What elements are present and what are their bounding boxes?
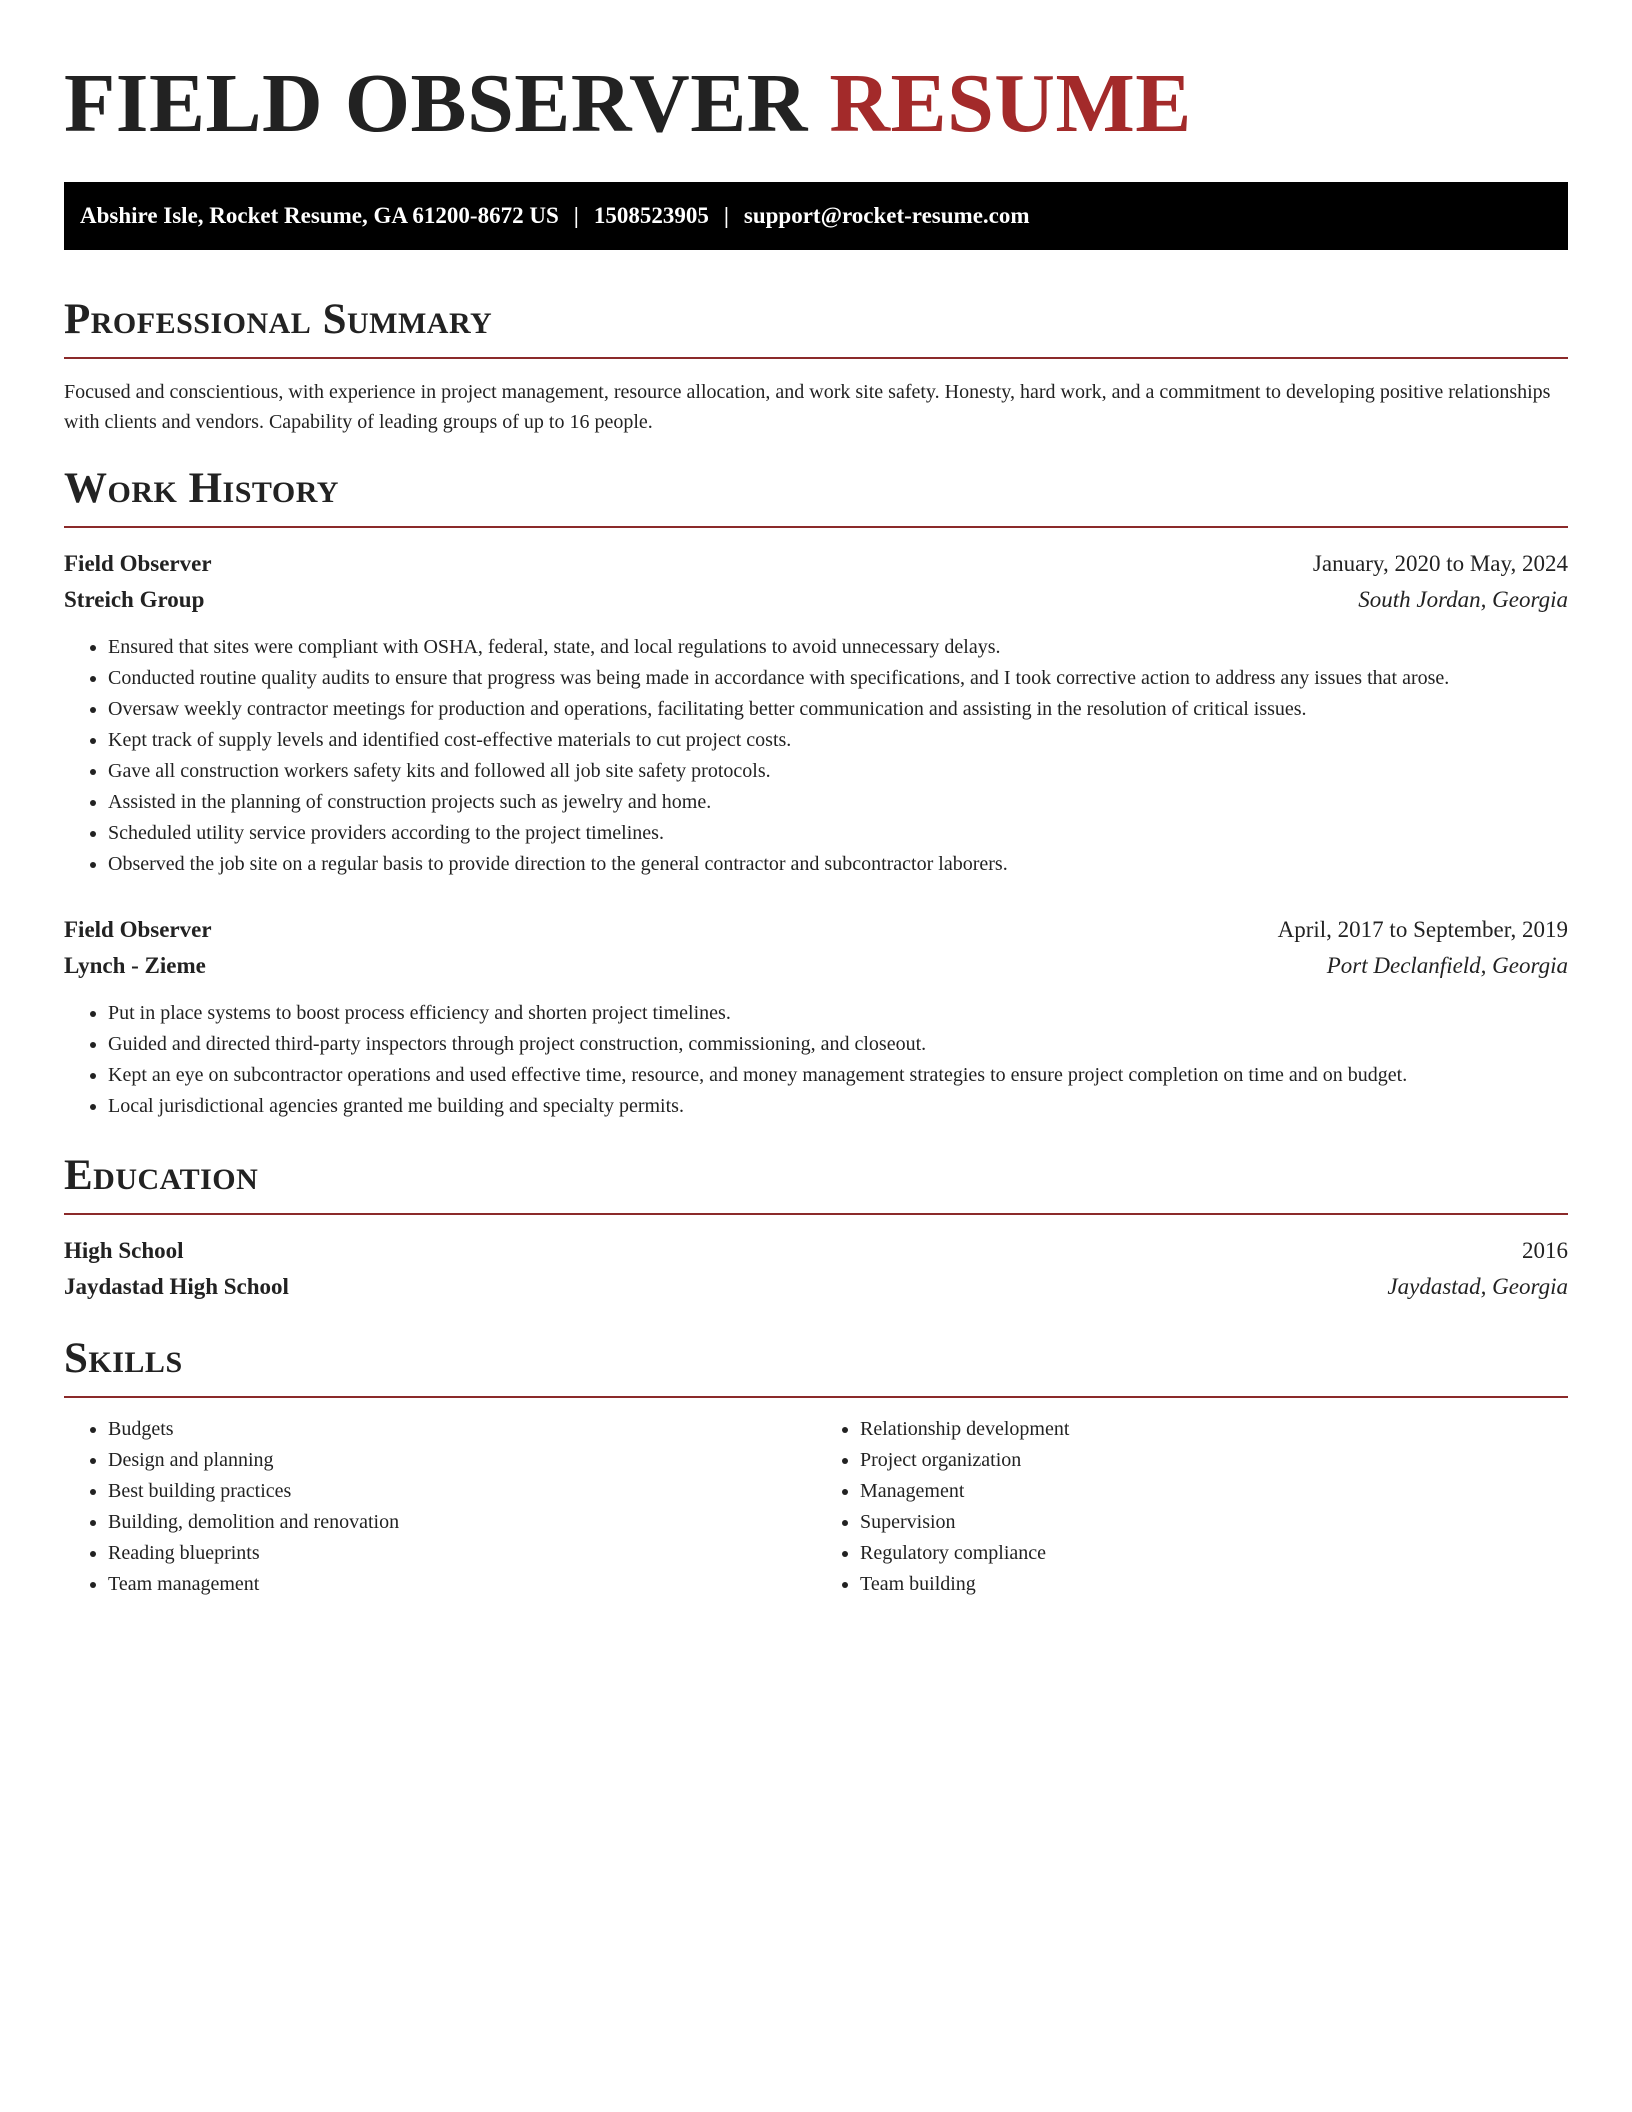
job-entry [64, 912, 1568, 1122]
job-duty-item: • Local jurisdictional agencies granted me building and specialty permits. [108, 1091, 1568, 1122]
contact-address: Abshire Isle, Rocket Resume, GA 61200-8672 US [80, 203, 559, 228]
education-location: Jaydastad, Georgia [1387, 1274, 1568, 1299]
job-dates: January, 2020 to May, 2024 [1312, 551, 1568, 576]
job-header-row [64, 546, 1568, 582]
skill-item: • Reading blueprints [108, 1538, 816, 1569]
skills-grid [64, 1414, 1568, 1600]
job-duty-item: • Kept an eye on subcontractor operations and used effective time, resource, and money management strategies to ensure project completion on time and on budget. [108, 1060, 1568, 1091]
skill-item: • Management [860, 1476, 1568, 1507]
skills-heading: Skills [64, 1335, 183, 1382]
job-entry [64, 546, 1568, 880]
education-school: Jaydastad High School [64, 1274, 289, 1299]
skill-item: • Budgets [108, 1414, 816, 1445]
job-duty-item: • Conducted routine quality audits to ensure that progress was being made in accordance with specifications, and I took corrective action to address any issues that arose. [108, 663, 1568, 694]
section-divider [64, 1396, 1568, 1398]
skill-item: • Relationship development [860, 1414, 1568, 1445]
work-history-heading: Work History [64, 465, 339, 512]
resume-title [64, 57, 1568, 150]
job-dates: April, 2017 to September, 2019 [1277, 917, 1568, 942]
contact-phone: 1508523905 [593, 203, 709, 228]
education-heading: Education [64, 1152, 259, 1199]
job-title: Field Observer [64, 551, 212, 576]
skills-section [64, 1337, 1568, 1600]
skill-item: • Project organization [860, 1445, 1568, 1476]
skill-item: • Team management [108, 1569, 816, 1600]
work-history-section [64, 467, 1568, 1122]
job-duty-item: • Gave all construction workers safety kits and followed all job site safety protocols. [108, 756, 1568, 787]
education-degree-row [64, 1233, 1568, 1269]
skills-list [64, 1414, 816, 1600]
section-divider [64, 357, 1568, 359]
section-divider [64, 1213, 1568, 1215]
job-duty-item: • Guided and directed third-party inspectors through project construction, commissioning, and closeout. [108, 1029, 1568, 1060]
job-header-row [64, 912, 1568, 948]
education-degree: High School [64, 1238, 184, 1263]
contact-email: support@rocket-resume.com [743, 203, 1030, 228]
section-divider [64, 526, 1568, 528]
job-title: Field Observer [64, 917, 212, 942]
skill-item: • Building, demolition and renovation [108, 1507, 816, 1538]
skill-item: • Design and planning [108, 1445, 816, 1476]
education-school-row [64, 1269, 1568, 1305]
skills-column-left [64, 1414, 816, 1600]
skills-list [816, 1414, 1568, 1600]
education-entry [64, 1233, 1568, 1305]
education-year: 2016 [1522, 1238, 1568, 1263]
contact-bar [64, 182, 1568, 250]
skill-item: • Team building [860, 1569, 1568, 1600]
skill-item: • Best building practices [108, 1476, 816, 1507]
job-duties-list [64, 632, 1568, 880]
job-company-row [64, 948, 1568, 984]
job-duty-item: • Scheduled utility service providers according to the project timelines. [108, 818, 1568, 849]
summary-text: Focused and conscientious, with experience in project management, resource allocation, and work site safety. Honesty, hard work, and a commitment to developing positive relationships with clients and vendors. Capability of leading groups of up to 16 people. [64, 381, 1551, 433]
job-company: Streich Group [64, 587, 205, 612]
job-duty-item: • Observed the job site on a regular basis to provide direction to the general contractor and subcontractor laborers. [108, 849, 1568, 880]
skill-item: • Supervision [860, 1507, 1568, 1538]
skills-column-right [816, 1414, 1568, 1600]
education-section [64, 1154, 1568, 1305]
skill-item: • Regulatory compliance [860, 1538, 1568, 1569]
job-duty-item: • Put in place systems to boost process efficiency and shorten project timelines. [108, 998, 1568, 1029]
job-location: Port Declanfield, Georgia [1326, 953, 1568, 978]
contact-separator: | [573, 203, 579, 228]
job-company: Lynch - Zieme [64, 953, 206, 978]
job-duty-item: • Assisted in the planning of construction projects such as jewelry and home. [108, 787, 1568, 818]
summary-heading: Professional Summary [64, 296, 493, 343]
job-location: South Jordan, Georgia [1358, 587, 1568, 612]
title-main: FIELD OBSERVER [64, 57, 808, 150]
summary-section [64, 298, 1568, 437]
job-duty-item: • Kept track of supply levels and identified cost-effective materials to cut project costs. [108, 725, 1568, 756]
job-duties-list [64, 998, 1568, 1122]
job-duty-item: • Ensured that sites were compliant with OSHA, federal, state, and local regulations to avoid unnecessary delays. [108, 632, 1568, 663]
job-duty-item: • Oversaw weekly contractor meetings for production and operations, facilitating better communication and assisting in the resolution of critical issues. [108, 694, 1568, 725]
title-accent: RESUME [829, 57, 1192, 150]
job-company-row [64, 582, 1568, 618]
contact-separator: | [723, 203, 729, 228]
